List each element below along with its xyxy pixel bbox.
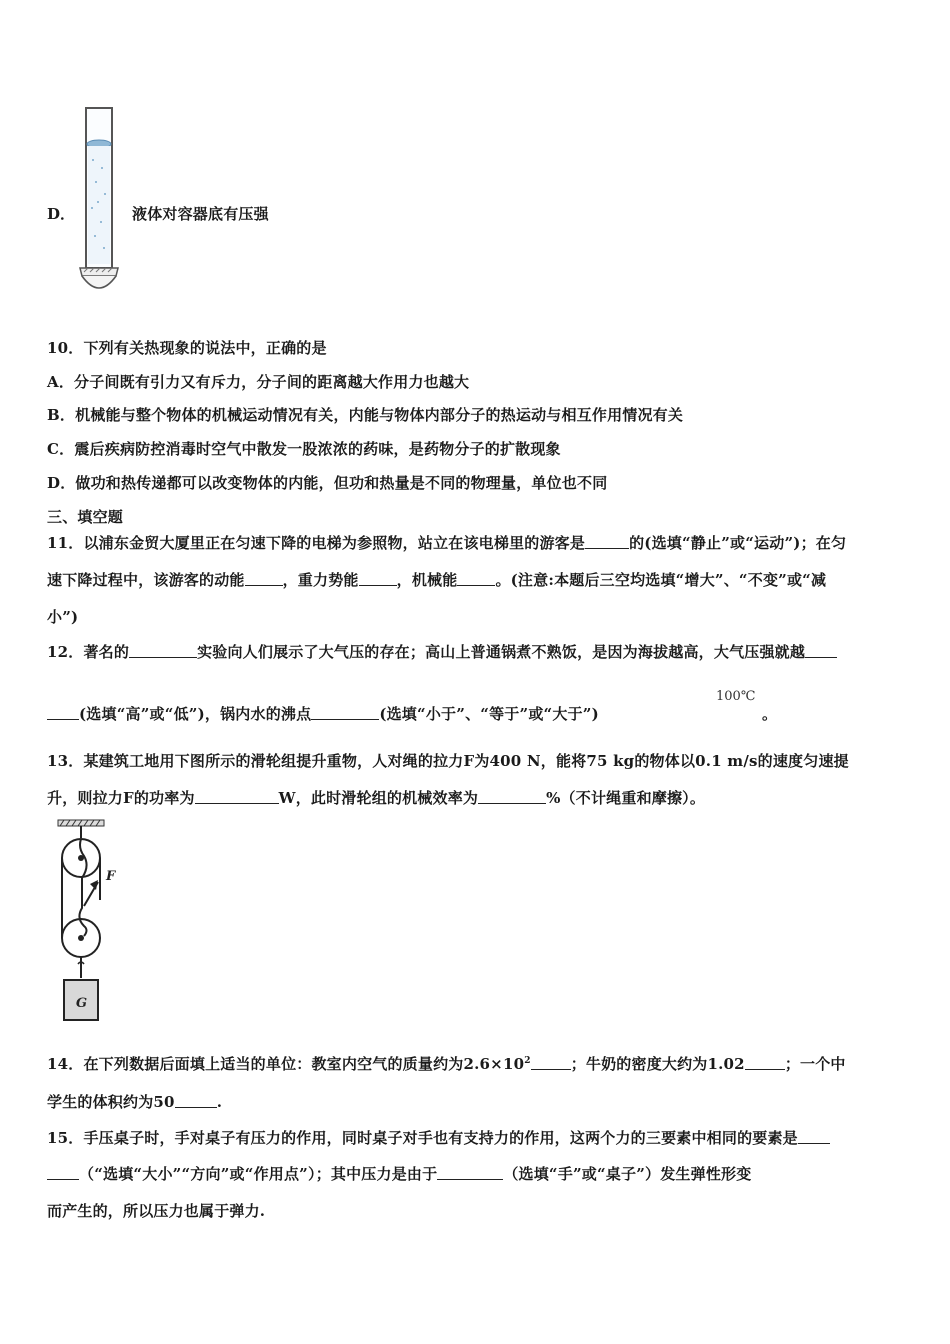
weight-label: G <box>76 996 88 1011</box>
blank[interactable] <box>311 705 379 720</box>
q10-option-a: A．分子间既有引力又有斥力，分子间的距离越大作用力也越大 <box>47 373 470 391</box>
blank[interactable] <box>798 1129 830 1144</box>
blank[interactable] <box>195 789 279 804</box>
q11-line2: 速下降过程中，该游客的动能 ，重力势能 ，机械能 。(注意:本题后三空均选填“增大”、“不变”或“减 <box>47 571 827 589</box>
blank[interactable] <box>457 571 495 586</box>
q14-line2: 学生的体积约为50 . <box>47 1093 223 1111</box>
blank[interactable] <box>531 1055 571 1070</box>
q11-line3: 小”) <box>47 608 79 626</box>
q12-line1: 12．著名的 实验向人们展示了大气压的存在；高山上普通锅煮不熟饭，是因为海拔越高，大气压强就越 <box>47 641 837 662</box>
rubber-membrane <box>82 276 116 288</box>
test-tube-figure <box>74 104 126 300</box>
blank[interactable] <box>359 571 397 586</box>
q12-line2: (选填“高”或“低”)，锅内水的沸点 (选填“小于”、“等于”或“大于”) <box>47 703 599 724</box>
q13-line2: 升，则拉力F的功率为 W，此时滑轮组的机械效率为 %（不计绳重和摩擦）。 <box>47 789 706 807</box>
q12-temperature: 100℃ <box>716 689 756 704</box>
blank[interactable] <box>47 1165 79 1180</box>
q10-option-b: B．机械能与整个物体的机械运动情况有关，内能与物体内部分子的热运动与相互作用情况有关 <box>47 406 684 424</box>
blank[interactable] <box>437 1165 503 1180</box>
blank[interactable] <box>245 571 283 586</box>
force-label: F <box>106 869 116 884</box>
q10-stem: 10．下列有关热现象的说法中，正确的是 <box>47 339 327 357</box>
option-d-text: 液体对容器底有压强 <box>132 205 269 223</box>
blank[interactable] <box>478 789 546 804</box>
blank[interactable] <box>175 1093 217 1108</box>
blank[interactable] <box>585 534 629 549</box>
q10-option-d: D．做功和热传递都可以改变物体的内能，但功和热量是不同的物理量，单位也不同 <box>47 474 608 492</box>
q15-line3: 而产生的，所以压力也属于弹力. <box>47 1202 266 1220</box>
q15-line2: （“选填“大小”“方向”或“作用点”）；其中压力是由于 （选填“手”或“桌子”）发生弹性形变 <box>47 1163 751 1184</box>
blank[interactable] <box>47 705 79 720</box>
q12-period: 。 <box>762 705 778 723</box>
q14-line1: 14．在下列数据后面填上适当的单位：教室内空气的质量约为$2.6\times 10^2$ ；牛奶的密度大约为1.02 ；一个中 <box>47 1055 846 1073</box>
q11-line1: 11．以浦东金贸大厦里正在匀速下降的电梯为参照物，站立在该电梯里的游客是 的(选填“静止”或“运动”)；在匀 <box>47 534 847 552</box>
blank[interactable] <box>805 643 837 658</box>
q13-line1: 13．某建筑工地用下图所示的滑轮组提升重物，人对绳的拉力F为400 N，能将75 kg的物体以0.1 m/s的速度匀速提 <box>47 752 849 770</box>
pulley-system-figure <box>54 818 130 1024</box>
option-d-letter: D． <box>47 205 76 223</box>
blank[interactable] <box>129 643 197 658</box>
section-title: 三、填空题 <box>47 508 124 526</box>
q15-line1: 15．手压桌子时，手对桌子有压力的作用，同时桌子对手也有支持力的作用，这两个力的三要素中相同的要素是 <box>47 1127 830 1148</box>
q10-option-c: C．震后疾病防控消毒时空气中散发一股浓浓的药味，是药物分子的扩散现象 <box>47 440 561 458</box>
blank[interactable] <box>745 1055 785 1070</box>
liquid-column <box>88 146 110 264</box>
